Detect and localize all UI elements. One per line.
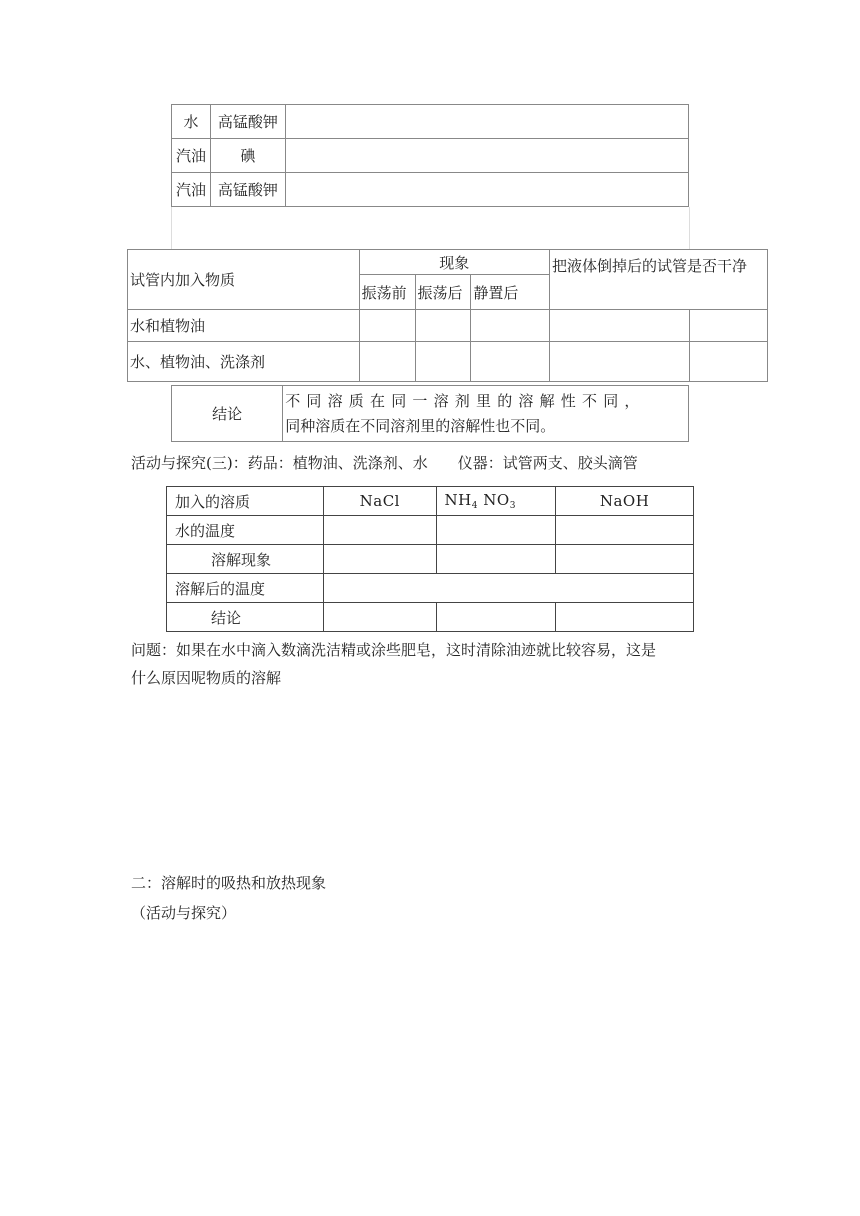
table-header-row xyxy=(167,487,694,516)
table-cell xyxy=(324,516,436,545)
table-cell: 水、植物油、洗涤剂 xyxy=(128,342,360,382)
dissolution-temperature-table xyxy=(166,486,694,632)
header-nacl: NaCl xyxy=(324,487,436,516)
table-cell xyxy=(415,310,471,342)
table-cell: 碘 xyxy=(210,139,285,173)
formula-part: NO xyxy=(478,491,510,509)
table-cell xyxy=(359,342,415,382)
oil-experiment-table xyxy=(127,249,768,382)
conclusion-line: 同种溶质在不同溶剂里的溶解性也不同。 xyxy=(285,416,556,435)
conclusion-label: 结论 xyxy=(172,386,283,442)
table-cell xyxy=(285,139,688,173)
header-substance: 试管内加入物质 xyxy=(128,250,360,310)
table-row xyxy=(167,545,694,574)
table-cell xyxy=(324,574,694,603)
table-row xyxy=(172,173,689,207)
table-cell xyxy=(436,603,556,632)
table-cell xyxy=(690,342,768,382)
question-line: 什么原因呢物质的溶解 xyxy=(131,669,282,687)
header-clean: 把液体倒掉后的试管是否干净 xyxy=(549,250,767,310)
question-paragraph xyxy=(131,636,656,692)
table-cell xyxy=(285,105,688,139)
header-phenomenon: 现象 xyxy=(359,250,549,275)
activity-heading: 活动与探究(三)：药品：植物油、洗涤剂、水 仪器：试管两支、胶头滴管 xyxy=(131,454,638,472)
formula-subscript: 4 xyxy=(471,501,478,511)
table-cell xyxy=(471,342,550,382)
row-label: 溶解后的温度 xyxy=(167,574,324,603)
table-cell xyxy=(556,516,694,545)
table-cell: 汽油 xyxy=(172,139,211,173)
table-cell xyxy=(549,342,689,382)
table-row xyxy=(172,386,689,442)
conclusion-text xyxy=(283,386,689,442)
question-line: 问题：如果在水中滴入数滴洗洁精或涂些肥皂，这时清除油迹就比较容易，这是 xyxy=(131,641,657,659)
table-row xyxy=(128,342,768,382)
row-label: 溶解现象 xyxy=(167,545,324,574)
table-cell xyxy=(549,310,689,342)
table-row xyxy=(167,603,694,632)
table-cell: 水和植物油 xyxy=(128,310,360,342)
table-gap xyxy=(171,207,690,250)
table-row xyxy=(167,516,694,545)
solubility-table xyxy=(171,104,689,207)
table-cell xyxy=(471,310,550,342)
table-cell xyxy=(359,310,415,342)
header-after: 振荡后 xyxy=(415,275,471,310)
table-row xyxy=(167,574,694,603)
table-cell xyxy=(690,310,768,342)
table-row xyxy=(172,139,689,173)
table-cell xyxy=(436,545,556,574)
table-cell: 高锰酸钾 xyxy=(210,105,285,139)
section-subtitle: （活动与探究） xyxy=(131,904,237,922)
table-cell: 汽油 xyxy=(172,173,211,207)
formula-subscript: 3 xyxy=(509,501,516,511)
table-cell xyxy=(415,342,471,382)
formula-part: NH xyxy=(444,491,472,509)
conclusion-table xyxy=(171,385,689,442)
header-rest: 静置后 xyxy=(471,275,550,310)
table-header-row xyxy=(128,250,768,275)
table-cell: 高锰酸钾 xyxy=(210,173,285,207)
header-before: 振荡前 xyxy=(359,275,415,310)
row-label: 结论 xyxy=(167,603,324,632)
table-cell xyxy=(324,603,436,632)
table-cell xyxy=(285,173,688,207)
row-label: 水的温度 xyxy=(167,516,324,545)
table-cell: 水 xyxy=(172,105,211,139)
table-cell xyxy=(436,516,556,545)
table-row xyxy=(128,310,768,342)
table-cell xyxy=(324,545,436,574)
table-row xyxy=(172,105,689,139)
table-cell xyxy=(556,545,694,574)
table-cell xyxy=(556,603,694,632)
header-naoh: NaOH xyxy=(556,487,694,516)
conclusion-line: 不同溶质在同一溶剂里的溶解性不同， xyxy=(285,391,646,410)
header-nh4no3 xyxy=(436,487,556,516)
header-solute: 加入的溶质 xyxy=(167,487,324,516)
section-title: 二：溶解时的吸热和放热现象 xyxy=(131,874,327,892)
